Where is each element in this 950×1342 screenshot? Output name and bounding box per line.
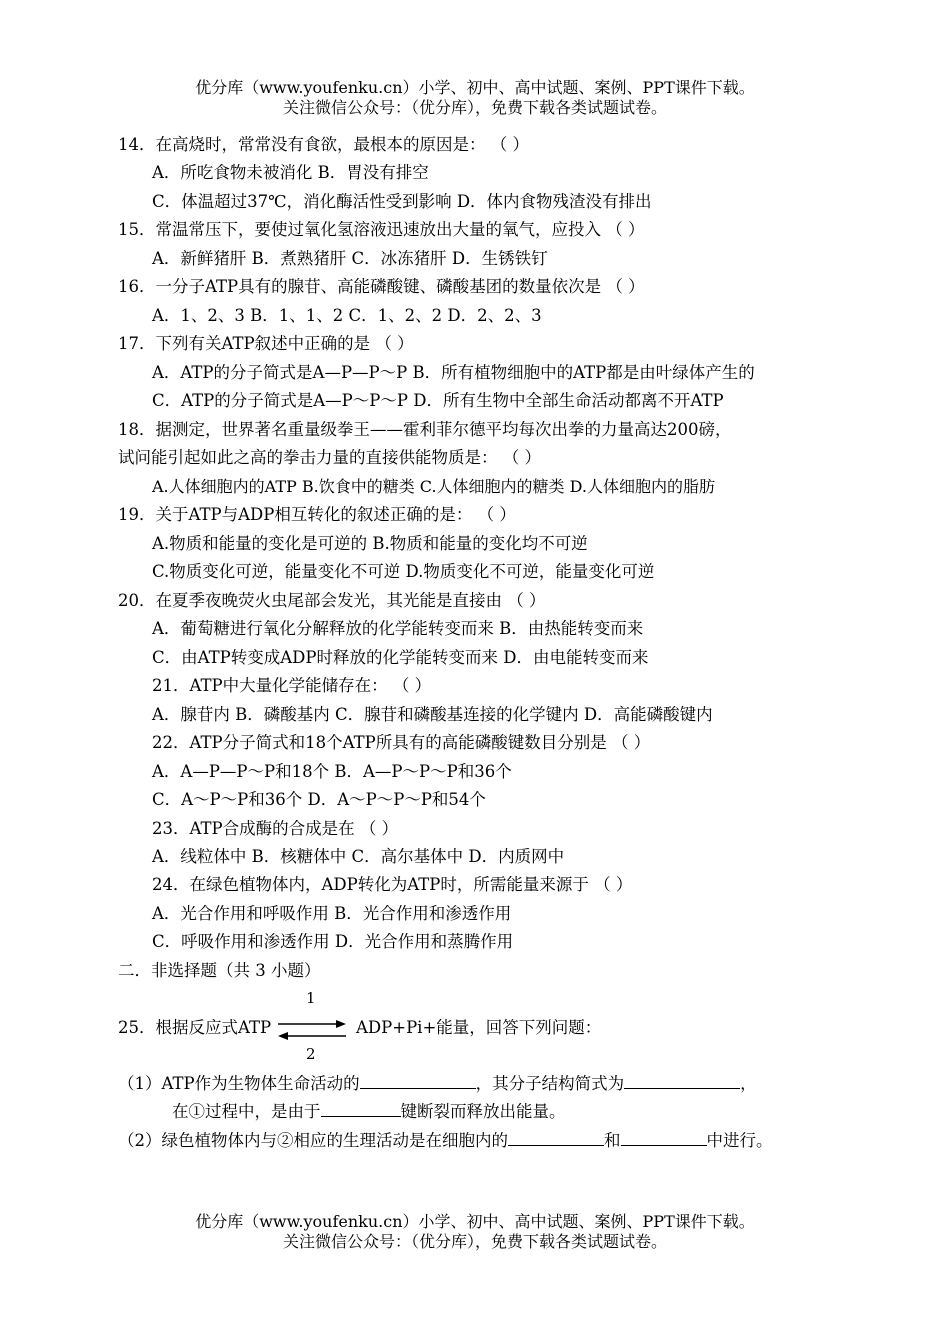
sub1-text-e: 键断裂而释放出能量。 [400,1102,566,1121]
reaction-arrows [276,1016,348,1042]
sub2-text-c: 中进行。 [706,1131,773,1150]
question-18: 18．据测定，世界著名重量级拳王——霍利菲尔德平均每次出拳的力量高达200磅， [118,420,732,439]
answer-blank-bond[interactable] [321,1100,401,1117]
answer-blank-structure[interactable] [624,1072,740,1089]
question-19: 19．关于ATP与ADP相互转化的叙述正确的是： （ ） [118,505,516,524]
q24-options-ab: A．光合作用和呼吸作用 B．光合作用和渗透作用 [152,904,512,923]
arrow-label-2: 2 [306,1045,316,1063]
q19-options-ab: A.物质和能量的变化是可逆的 B.物质和能量的变化均不可逆 [152,534,588,553]
sub1-text-a: （1）ATP作为生物体生命活动的 [118,1074,360,1093]
q23-options: A．线粒体中 B．核糖体中 C．高尔基体中 D．内质网中 [152,847,565,866]
question-21: 21．ATP中大量化学能储存在： （ ） [152,676,432,695]
question-24: 24．在绿色植物体内，ADP转化为ATP时，所需能量来源于 （ ） [152,875,633,894]
q20-options-cd: C．由ATP转变成ADP时释放的化学能转变而来 D．由电能转变而来 [152,648,649,667]
sub1-text-b: ，其分子结构简式为 [475,1074,625,1093]
reverse-arrow-head [278,1032,288,1040]
question-22: 22．ATP分子简式和18个ATP所具有的高能磷酸键数目分别是 （ ） [152,733,651,752]
answer-blank-site-1[interactable] [508,1129,604,1146]
question-18-cont: 试问能引起如此之高的拳击力量的直接供能物质是： （ ） [118,448,541,467]
q22-options-cd: C．A～P～P和36个 D．A～P～P～P和54个 [152,790,486,809]
q18-options: A.人体细胞内的ATP B.饮食中的糖类 C.人体细胞内的糖类 D.人体细胞内的脂肪 [152,477,715,496]
sub2-text-b: 和 [604,1131,621,1150]
footer-line-1: 优分库（www.youfenku.cn）小学、初中、高中试题、案例、PPT课件下载。 [195,1212,755,1231]
q22-options-ab: A．A—P—P～P和18个 B．A—P～P～P和36个 [152,762,512,781]
question-15: 15．常温常压下，要使过氧化氢溶液迅速放出大量的氧气，应投入 （ ） [118,220,645,239]
question-16: 16．一分子ATP具有的腺苷、高能磷酸键、磷酸基团的数量依次是 （ ） [118,277,645,296]
section-heading-nonchoice: 二．非选择题（共 3 小题） [118,961,321,980]
answer-blank-role[interactable] [360,1072,476,1089]
q17-options-ab: A．ATP的分子简式是A—P—P～P B．所有植物细胞中的ATP都是由叶绿体产生的 [152,363,755,382]
page-footer [0,1212,950,1252]
page-header [0,78,950,118]
sub1-text-c: ， [740,1074,757,1093]
question-14: 14．在高烧时，常常没有食欲，最根本的原因是： （ ） [118,135,529,154]
forward-arrow-head [336,1020,346,1028]
q19-options-cd: C.物质变化可逆，能量变化不可逆 D.物质变化不可逆，能量变化可逆 [152,562,655,581]
q25-sub1-line2 [172,1100,566,1123]
q14-options-cd: C．体温超过37℃，消化酶活性受到影响 D．体内食物残渣没有排出 [152,192,652,211]
q17-options-cd: C．ATP的分子简式是A—P～P～P D．所有生物中全部生命活动都离不开ATP [152,391,724,410]
header-line-1: 优分库（www.youfenku.cn）小学、初中、高中试题、案例、PPT课件下载。 [195,78,755,97]
footer-line-2: 关注微信公众号：（优分库），免费下载各类试题试卷。 [282,1232,667,1251]
answer-blank-site-2[interactable] [621,1129,707,1146]
arrow-label-1: 1 [306,989,316,1007]
question-25-products: ADP+Pi+能量，回答下列问题： [356,1018,602,1037]
q25-sub1-line1 [118,1072,757,1095]
q16-options: A．1、2、3 B．1、1、2 C．1、2、2 D．2、2、3 [152,306,542,325]
header-line-2: 关注微信公众号：（优分库），免费下载各类试题试卷。 [282,98,667,117]
question-17: 17．下列有关ATP叙述中正确的是 （ ） [118,334,414,353]
question-23: 23．ATP合成酶的合成是在 （ ） [152,819,399,838]
question-20: 20．在夏季夜晚荧火虫尾部会发光，其光能是直接由 （ ） [118,591,546,610]
sub1-text-d: 在①过程中，是由于 [172,1102,321,1121]
q20-options-ab: A．葡萄糖进行氧化分解释放的化学能转变而来 B．由热能转变而来 [152,619,644,638]
q24-options-cd: C．呼吸作用和渗透作用 D．光合作用和蒸腾作用 [152,932,514,951]
q14-options-ab: A．所吃食物未被消化 B．胃没有排空 [152,163,429,182]
q25-sub2 [118,1129,773,1152]
q21-options: A．腺苷内 B．磷酸基内 C．腺苷和磷酸基连接的化学键内 D．高能磷酸键内 [152,705,713,724]
sub2-text-a: （2）绿色植物体内与②相应的生理活动是在细胞内的 [118,1131,508,1150]
question-25-prefix: 25．根据反应式ATP [118,1018,272,1037]
q15-options: A．新鲜猪肝 B．煮熟猪肝 C．冰冻猪肝 D．生锈铁钉 [152,249,548,268]
